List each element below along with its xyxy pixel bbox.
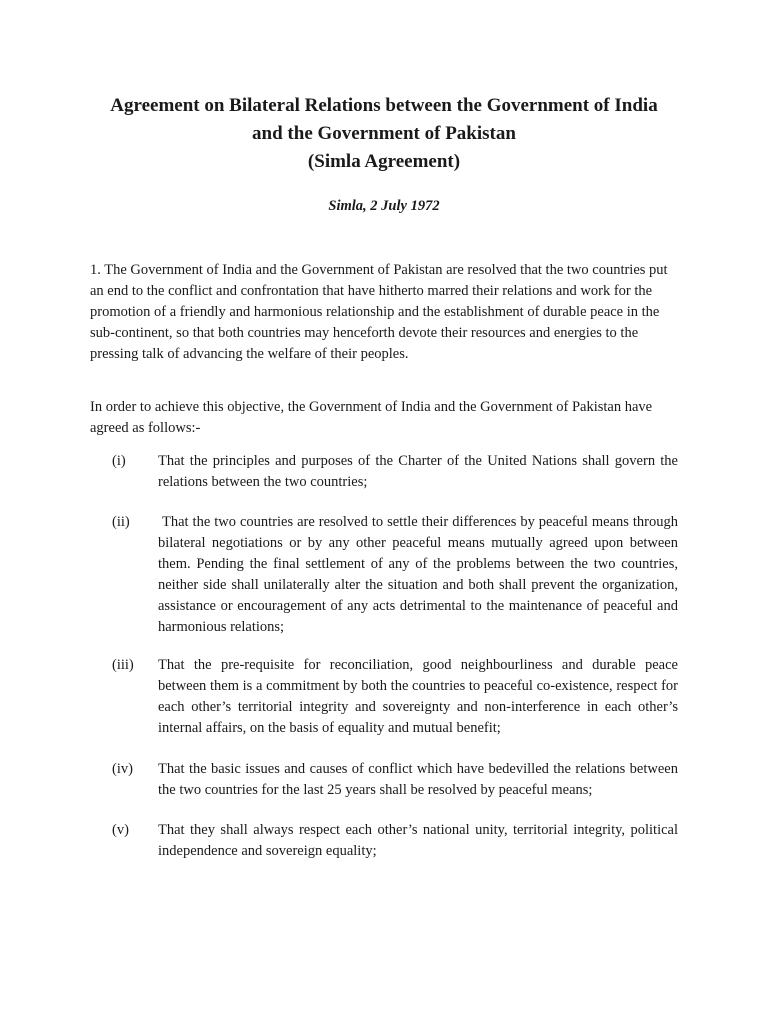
clause-number: (v) [112,822,129,838]
paragraph-1: 1. The Government of India and the Government of Pakistan are resolved that the two countries put an end to the conflict and confrontation that have hitherto marred their relations and work for the promotion of a friendly and harmonious relationship and the establishment of durable peace in the sub-continent, so that both countries may henceforth devote their resources and energies to the pressing talk of advancing the welfare of their peoples. [90,262,668,362]
clause-text: That the basic issues and causes of conflict which have bedevilled the relations between the two countries for the last 25 years shall be resolved by peaceful means; [158,761,678,798]
clause-number: (i) [112,453,126,469]
clause-number: (ii) [112,514,130,530]
clause-number: (iv) [112,761,133,777]
clause-number: (iii) [112,657,134,673]
clause-text: That they shall always respect each other’s national unity, territorial integrity, political independence and sovereign equality; [158,822,678,859]
paragraph-2: In order to achieve this objective, the Government of India and the Government of Pakistan have agreed as follows:- [90,399,653,436]
title-line-3: (Simla Agreement) [307,151,461,172]
dateline: Simla, 2 July 1972 [328,198,440,214]
clause-text: That the principles and purposes of the Charter of the United Nations shall govern the relations between the two countries; [158,453,678,490]
clause-text: That the pre-requisite for reconciliation, good neighbourliness and durable peace between them is a commitment by both the countries to peaceful co-existence, respect for each other’s territorial integrity and sovereignty and non-interference in each other’s internal affairs, on the basis of equality and mutual benefit; [158,657,678,736]
document-title [60,92,708,176]
title-line-2: and the Government of Pakistan [252,123,516,144]
title-line-1: Agreement on Bilateral Relations between the Government of India [110,95,658,116]
clause-text: That the two countries are resolved to settle their differences by peaceful means through bilateral negotiations or by any other peaceful means mutually agreed upon between them. Pending the final settlement of any of the problems between the two countries, neither side shall unilaterally alter the situation and both shall prevent the organization, assistance or encouragement of any acts detrimental to the maintenance of peaceful and harmonious relations; [158,514,678,635]
